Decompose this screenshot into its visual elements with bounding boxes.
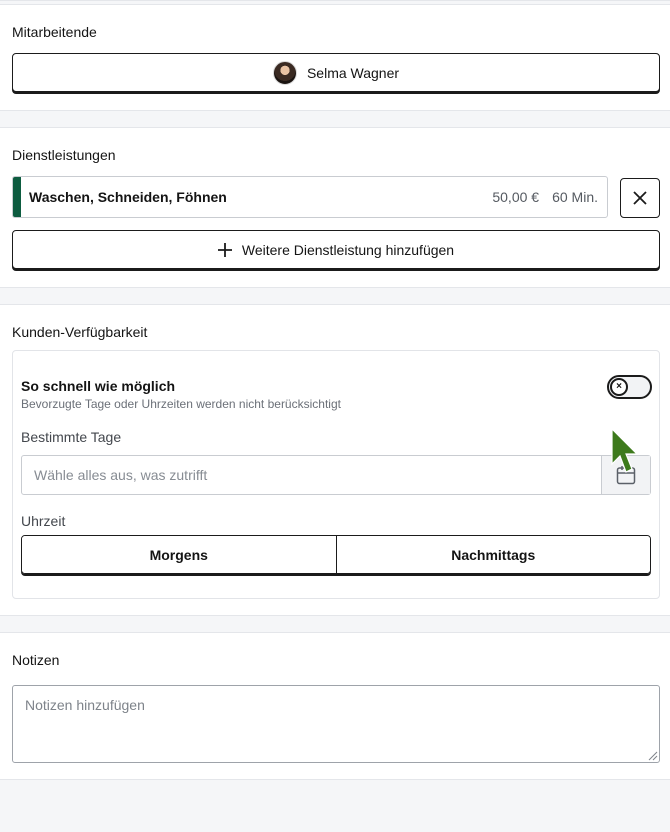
asap-title: So schnell wie möglich: [21, 378, 176, 394]
days-label: Bestimmte Tage: [21, 429, 122, 445]
availability-panel: [12, 350, 660, 599]
resize-grip-icon[interactable]: [646, 749, 658, 761]
plus-icon: [218, 243, 232, 257]
days-input[interactable]: [22, 456, 601, 494]
add-service-button[interactable]: [12, 230, 660, 269]
section-spacer: [0, 616, 670, 633]
x-icon: ×: [610, 378, 628, 396]
services-section-title: Dienstleistungen: [12, 147, 116, 163]
asap-subtitle: Bevorzugte Tage oder Uhrzeiten werden nicht berücksichtigt: [21, 397, 341, 411]
time-of-day-group: [21, 535, 651, 574]
availability-section: [0, 305, 670, 616]
staff-name: Selma Wagner: [306, 64, 400, 81]
calendar-icon: [616, 465, 636, 485]
days-field: [21, 455, 651, 495]
availability-section-title: Kunden-Verfügbarkeit: [12, 324, 148, 340]
service-duration: 60 Min.: [552, 189, 598, 205]
services-section: [0, 128, 670, 288]
asap-toggle[interactable]: [607, 375, 652, 399]
add-service-label: Weitere Dienstleistung hinzufügen: [241, 241, 455, 258]
section-spacer: [0, 111, 670, 128]
remove-service-button[interactable]: [620, 178, 660, 218]
service-item[interactable]: [12, 176, 608, 218]
staff-avatar: [273, 61, 297, 85]
service-name: Waschen, Schneiden, Föhnen: [29, 189, 227, 205]
notes-textarea[interactable]: [12, 685, 660, 763]
staff-section: [0, 5, 670, 111]
close-icon: [633, 191, 647, 205]
time-label: Uhrzeit: [21, 513, 66, 529]
notes-section-title: Notizen: [12, 652, 60, 668]
service-color-bar: [13, 177, 21, 217]
section-spacer: [0, 288, 670, 305]
time-option-morning[interactable]: Morgens: [22, 536, 336, 573]
calendar-button[interactable]: [601, 456, 650, 494]
staff-select-button[interactable]: [12, 53, 660, 92]
service-price: 50,00 €: [492, 189, 540, 205]
time-option-afternoon[interactable]: Nachmittags: [336, 536, 651, 573]
notes-section: [0, 633, 670, 780]
staff-section-title: Mitarbeitende: [12, 24, 97, 40]
